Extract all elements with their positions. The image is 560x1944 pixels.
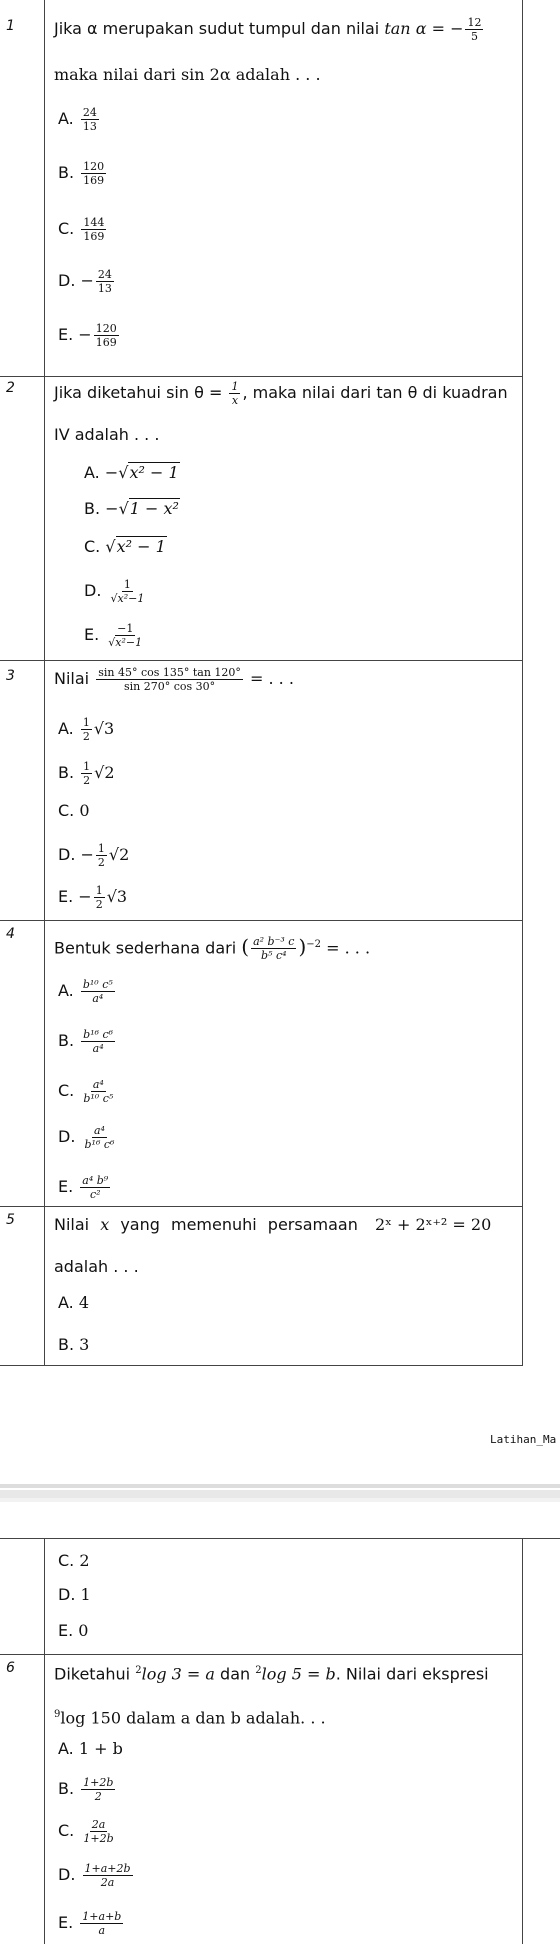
page-break — [0, 1484, 560, 1488]
page-break — [0, 1498, 560, 1502]
row-divider — [0, 660, 522, 661]
table-border-right — [522, 0, 523, 1366]
question-number: 3 — [6, 668, 15, 684]
question-text: maka nilai dari sin 2α adalah . . . — [54, 65, 321, 84]
option-d[interactable]: D. $\frac{1}{\text{√x²−1}}$ — [84, 578, 145, 605]
option-e[interactable]: E. − $\frac{120}{169}$ — [58, 322, 117, 349]
option-a[interactable]: A. $\frac{24}{13}$ — [58, 106, 97, 133]
option-a[interactable]: A. $\frac{1}{2}$ √3 — [58, 716, 115, 743]
option-c[interactable]: C. $\frac{144}{169}$ — [58, 216, 105, 243]
option-a[interactable]: A. $\frac{\text{b¹⁰ c⁵}}{\text{a⁴}}$ — [58, 978, 113, 1005]
question-text: IV adalah . . . — [54, 425, 160, 444]
page-footer: Latihan_Ma — [490, 1433, 557, 1446]
question-text: Nilai x yang memenuhi persamaan 2ˣ + 2ˣ⁺² = 20 — [54, 1215, 492, 1234]
option-e[interactable]: E. 0 — [58, 1621, 89, 1640]
row-divider — [0, 1654, 522, 1655]
option-e[interactable]: E. $\frac{\text{a⁴ b⁹}}{\text{c²}}$ — [58, 1174, 109, 1201]
question-number: 5 — [6, 1212, 15, 1228]
option-c[interactable]: C. $\frac{2a}{1+2b}$ — [58, 1818, 114, 1845]
option-c[interactable]: C. 0 — [58, 801, 90, 820]
table-border-right — [522, 1538, 523, 1944]
question-text: Bentuk sederhana dari ( $\frac{\text{a² b⁻³ c}}{\text{b⁵ c⁴}}$ )$^{-2}$ = . . . — [54, 934, 371, 963]
row-divider — [0, 1365, 522, 1366]
option-d[interactable]: D. − $\frac{1}{2}$ √2 — [58, 842, 130, 869]
question-text: Diketahui $^2$log 3 = a dan $^2$log 5 = b. Nilai dari ekspresi — [54, 1664, 489, 1684]
option-b[interactable]: B. −√1 − x² — [84, 499, 179, 518]
option-b[interactable]: B. $\frac{1}{2}$ √2 — [58, 760, 115, 787]
option-c[interactable]: C. $\frac{\text{a⁴}}{\text{b¹⁰ c⁵}}$ — [58, 1078, 114, 1105]
option-d[interactable]: D. $\frac{1+a+2b}{2a}$ — [58, 1862, 131, 1889]
row-divider — [0, 920, 522, 921]
option-b[interactable]: B. $\frac{1+2b}{2}$ — [58, 1776, 114, 1803]
question-text: Jika α merupakan sudut tumpul dan nilai tan α = − $\frac{12}{5}$ — [54, 16, 482, 43]
question-text: adalah . . . — [54, 1257, 139, 1276]
option-d[interactable]: D. $\frac{\text{a⁴}}{\text{b¹⁶ c⁶}}$ — [58, 1124, 115, 1151]
option-a[interactable]: A. −√x² − 1 — [84, 463, 179, 482]
option-b[interactable]: B. $\frac{120}{169}$ — [58, 160, 105, 187]
row-divider — [0, 1538, 560, 1539]
option-c[interactable]: C. 2 — [58, 1551, 90, 1570]
question-number: 6 — [6, 1660, 15, 1676]
option-a[interactable]: A. 4 — [58, 1293, 90, 1312]
question-text: $^9$log 150 dalam a dan b adalah. . . — [54, 1708, 326, 1728]
question-number: 2 — [6, 380, 15, 396]
table-border-left — [44, 1538, 45, 1944]
option-b[interactable]: B. 3 — [58, 1335, 90, 1354]
option-e[interactable]: E. $\frac{-1}{\text{√x²−1}}$ — [84, 622, 143, 649]
question-text: Nilai $\frac{\sin 45^\circ \cos 135^\circ \tan 120^\circ}{\sin 270^\circ \cos 30^\circ}$ = . . . — [54, 666, 294, 693]
option-e[interactable]: E. − $\frac{1}{2}$ √3 — [58, 884, 128, 911]
option-b[interactable]: B. $\frac{\text{b¹⁶ c⁶}}{\text{a⁴}}$ — [58, 1028, 114, 1055]
question-number: 1 — [6, 18, 15, 34]
table-border-left — [44, 0, 45, 1366]
page-break — [0, 1490, 560, 1498]
question-number: 4 — [6, 926, 15, 942]
option-c[interactable]: C. √x² − 1 — [84, 537, 166, 556]
option-d[interactable]: D. 1 — [58, 1585, 91, 1604]
question-text: Jika diketahui sin θ = $\frac{1}{x}$ , maka nilai dari tan θ di kuadran — [54, 380, 508, 407]
option-d[interactable]: D. − $\frac{24}{13}$ — [58, 268, 112, 295]
option-a[interactable]: A. 1 + b — [58, 1739, 123, 1758]
row-divider — [0, 376, 522, 377]
option-e[interactable]: E. $\frac{1+a+b}{a}$ — [58, 1910, 122, 1937]
row-divider — [0, 1206, 522, 1207]
